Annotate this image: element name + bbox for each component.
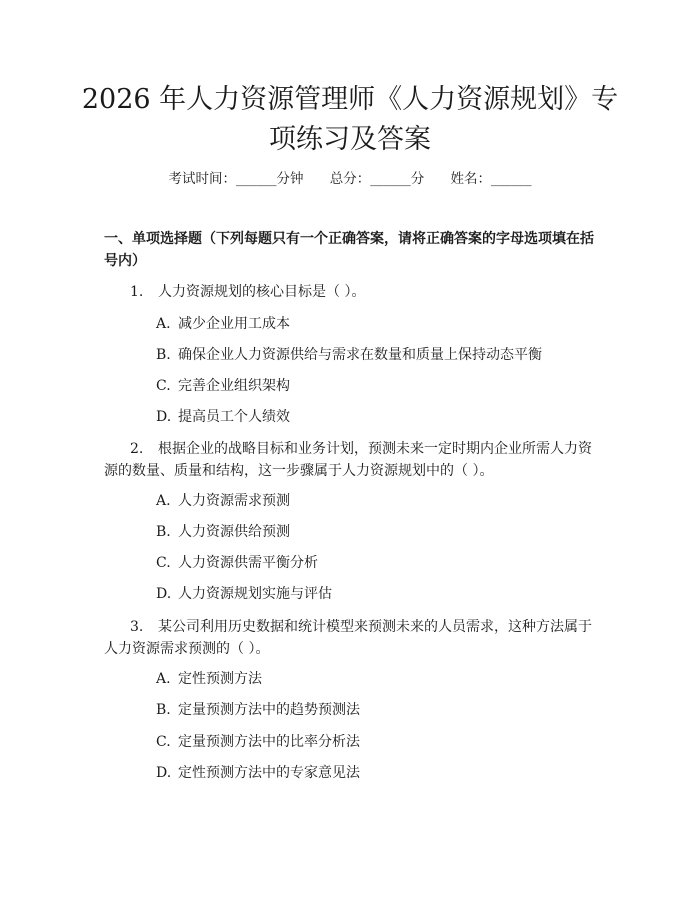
option-text: 定量预测方法中的趋势预测法	[178, 702, 360, 718]
option-text: 确保企业人力资源供给与需求在数量和质量上保持动态平衡	[178, 347, 542, 363]
question-2-option-c	[156, 552, 596, 574]
option-letter: B.	[156, 347, 171, 363]
question-3-option-b	[156, 699, 596, 721]
question-1-option-b	[156, 344, 596, 366]
question-2-option-a	[156, 490, 596, 512]
option-text: 定量预测方法中的比率分析法	[178, 734, 360, 750]
option-letter: B.	[156, 702, 171, 718]
question-2-stem	[104, 438, 600, 482]
option-letter: A.	[156, 493, 171, 509]
option-text: 人力资源需求预测	[178, 493, 290, 509]
question-3-stem	[104, 616, 600, 660]
option-text: 完善企业组织架构	[178, 378, 290, 394]
question-3-option-d	[156, 762, 596, 784]
option-text: 定性预测方法中的专家意见法	[178, 765, 360, 781]
question-text: 某公司利用历史数据和统计模型来预测未来的人员需求，这种方法属于人力资源需求预测的（ ）。	[104, 619, 592, 657]
option-letter: B.	[156, 524, 171, 540]
option-letter: A.	[156, 316, 171, 332]
total-score-field: 总分：______分	[329, 171, 425, 187]
option-text: 减少企业用工成本	[178, 316, 290, 332]
option-text: 提高员工个人绩效	[178, 409, 290, 425]
question-number: 2.	[130, 441, 144, 457]
document-title: 2026 年人力资源管理师《人力资源规划》专项练习及答案	[81, 84, 619, 155]
question-2-option-d	[156, 583, 596, 605]
exam-time-field: 考试时间：______分钟	[168, 171, 304, 187]
option-text: 人力资源供需平衡分析	[178, 555, 318, 571]
question-text: 人力资源规划的核心目标是（ ）。	[158, 284, 366, 300]
question-3-option-a	[156, 668, 596, 690]
section-heading: 一、单项选择题（下列每题只有一个正确答案，请将正确答案的字母选项填在括号内）	[104, 231, 594, 269]
question-3-option-c	[156, 731, 596, 753]
question-1-option-a	[156, 313, 596, 335]
option-letter: C.	[156, 734, 171, 750]
option-letter: D.	[156, 765, 172, 781]
option-letter: A.	[156, 671, 171, 687]
option-letter: C.	[156, 378, 171, 394]
name-field: 姓名：______	[450, 171, 532, 187]
option-letter: C.	[156, 555, 171, 571]
question-text: 根据企业的战略目标和业务计划，预测未来一定时期内企业所需人力资源的数量、质量和结构，这一步骤属于人力资源规划中的（ ）。	[104, 441, 592, 479]
exam-info-line	[0, 169, 700, 189]
option-text: 定性预测方法	[178, 671, 262, 687]
question-1-option-d	[156, 406, 596, 428]
option-letter: D.	[156, 409, 172, 425]
question-number: 3.	[130, 619, 144, 635]
question-number: 1.	[130, 284, 144, 300]
option-letter: D.	[156, 586, 172, 602]
option-text: 人力资源规划实施与评估	[178, 586, 332, 602]
option-text: 人力资源供给预测	[178, 524, 290, 540]
question-1-stem	[104, 281, 600, 303]
question-1-option-c	[156, 375, 596, 397]
question-2-option-b	[156, 521, 596, 543]
